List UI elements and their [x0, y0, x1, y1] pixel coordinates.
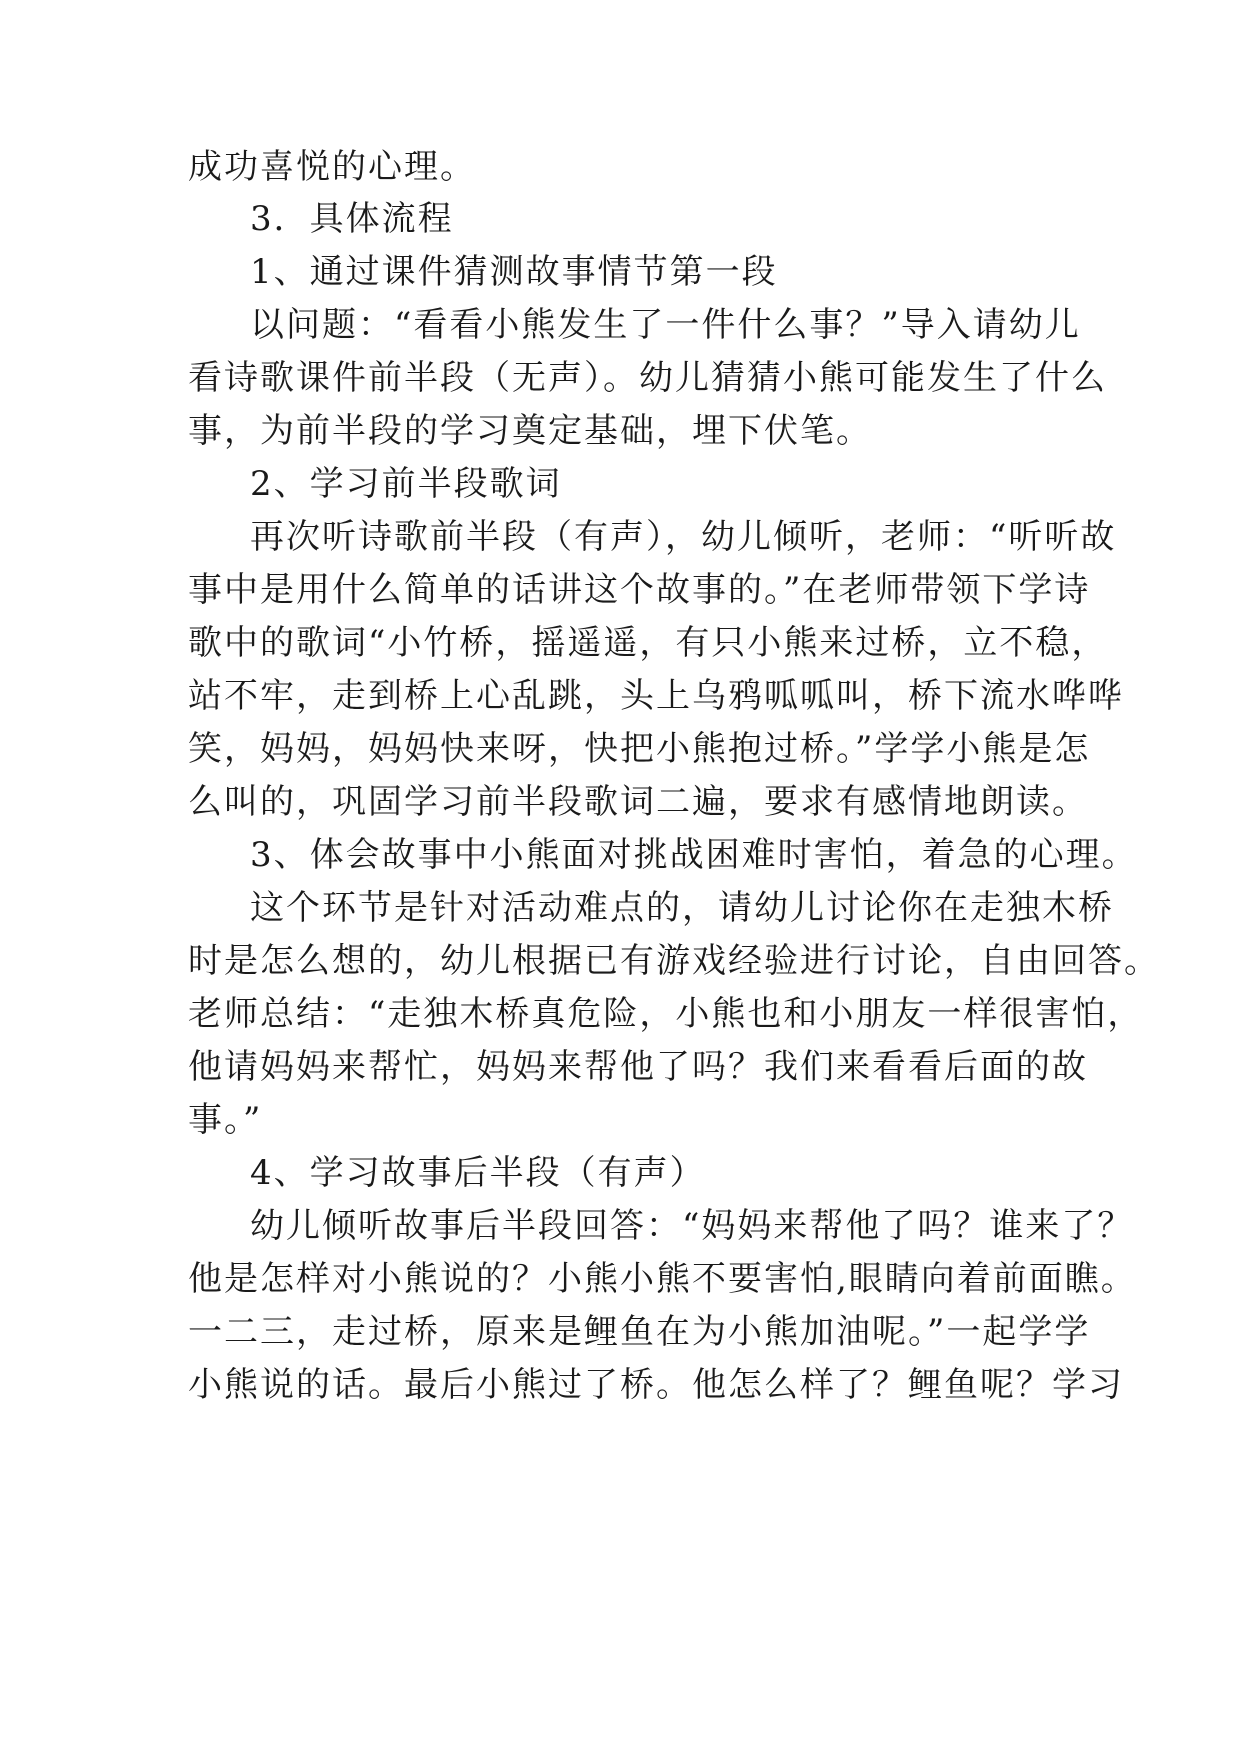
step-2-paragraph-line: 站不牢，走到桥上心乱跳，头上乌鸦呱呱叫，桥下流水哗哗: [188, 676, 1124, 716]
step-3-paragraph-line: 老师总结：“走独木桥真危险，小熊也和小朋友一样很害怕，: [188, 994, 1144, 1034]
step-heading-1: 1、通过课件猜测故事情节第一段: [250, 252, 778, 292]
step-2-paragraph-line: 笑，妈妈，妈妈快来呀，快把小熊抱过桥。”学学小熊是怎: [188, 729, 1091, 769]
step-3-paragraph-line: 他请妈妈来帮忙，妈妈来帮他了吗？我们来看看后面的故: [188, 1047, 1088, 1087]
paragraph-continuation: 成功喜悦的心理。: [188, 147, 476, 187]
step-1-paragraph-line: 看诗歌课件前半段（无声）。幼儿猜猜小熊可能发生了什么: [188, 358, 1107, 398]
step-heading-4: 4、学习故事后半段（有声）: [250, 1153, 706, 1193]
step-2-paragraph-line: 么叫的，巩固学习前半段歌词二遍，要求有感情地朗读。: [188, 782, 1088, 822]
step-heading-3: 3、体会故事中小熊面对挑战困难时害怕，着急的心理。: [250, 835, 1138, 875]
step-3-paragraph-line: 时是怎么想的，幼儿根据已有游戏经验进行讨论，自由回答。: [188, 941, 1160, 981]
step-3-paragraph-line: 这个环节是针对活动难点的，请幼儿讨论你在走独木桥: [250, 888, 1114, 928]
step-1-paragraph-line: 以问题：“看看小熊发生了一件什么事？”导入请幼儿: [250, 305, 1081, 345]
step-4-paragraph-line: 他是怎样对小熊说的？小熊小熊不要害怕,眼睛向着前面瞧。: [188, 1259, 1137, 1299]
step-4-paragraph-line: 一二三，走过桥，原来是鲤鱼在为小熊加油呢。”一起学学: [188, 1312, 1091, 1352]
step-4-paragraph-line: 小熊说的话。最后小熊过了桥。他怎么样了？鲤鱼呢？学习: [188, 1365, 1124, 1405]
step-2-paragraph-line: 歌中的歌词“小竹桥，摇遥遥，有只小熊来过桥，立不稳，: [188, 623, 1108, 663]
step-2-paragraph-line: 事中是用什么简单的话讲这个故事的。”在老师带领下学诗: [188, 570, 1091, 610]
step-1-paragraph-line: 事，为前半段的学习奠定基础，埋下伏笔。: [188, 411, 872, 451]
step-heading-2: 2、学习前半段歌词: [250, 464, 562, 504]
step-4-paragraph-line: 幼儿倾听故事后半段回答：“妈妈来帮他了吗？谁来了？: [250, 1206, 1134, 1246]
step-3-paragraph-line: 事。”: [188, 1100, 263, 1140]
section-heading: 3．具体流程: [250, 199, 454, 239]
step-2-paragraph-line: 再次听诗歌前半段（有声），幼儿倾听，老师：“听听故: [250, 517, 1117, 557]
